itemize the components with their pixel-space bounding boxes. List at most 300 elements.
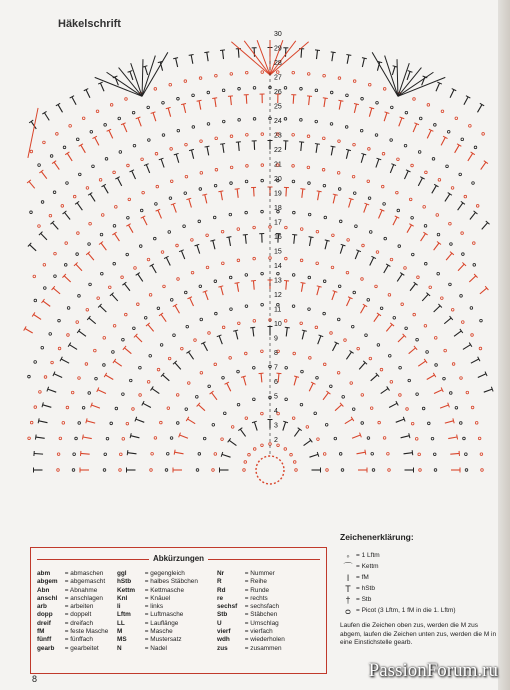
chain-stitch: [230, 182, 233, 185]
chain-stitch: [383, 203, 386, 206]
chain-stitch: [406, 408, 409, 411]
chain-stitch: [438, 179, 441, 182]
chain-stitch: [300, 403, 303, 406]
stitch-bar: [82, 435, 83, 440]
chain-stitch: [261, 272, 264, 275]
stitch-mark: [104, 186, 109, 194]
chain-stitch: [408, 379, 411, 382]
abbreviation-row: [37, 587, 117, 595]
chain-stitch: [148, 139, 151, 142]
stitch-mark: [53, 288, 60, 294]
chain-stitch: [419, 117, 422, 120]
stitch-bar: [186, 350, 190, 353]
chain-stitch: [206, 234, 209, 237]
chain-stitch: [253, 320, 256, 323]
chain-stitch: [222, 89, 225, 92]
chain-stitch: [316, 376, 319, 379]
chain-stitch: [377, 344, 380, 347]
chain-stitch: [86, 187, 89, 190]
chain-stitch: [326, 469, 329, 472]
chain-stitch: [388, 354, 391, 357]
chain-stitch: [38, 164, 41, 167]
stitch-mark: [124, 284, 130, 291]
abbreviation-meaning: = abgemascht: [63, 578, 106, 586]
chain-stitch: [444, 349, 447, 352]
chain-stitch: [169, 197, 172, 200]
stitch-bar: [166, 107, 171, 108]
page-title: Häkelschrift: [58, 18, 121, 30]
chain-stitch: [115, 407, 118, 410]
abbreviation-row: [37, 645, 117, 653]
chain-stitch: [53, 191, 56, 194]
chain-stitch: [330, 123, 333, 126]
stitch-mark: [205, 195, 207, 204]
chain-stitch: [72, 469, 75, 472]
stitch-mark: [301, 49, 302, 58]
chain-stitch: [222, 120, 225, 123]
chain-stitch: [353, 192, 356, 195]
chain-stitch: [155, 152, 158, 155]
stitch-bar: [174, 153, 179, 154]
stitch-mark: [302, 189, 303, 198]
abbreviation-meaning: = Mustersatz: [143, 636, 182, 644]
chain-stitch: [391, 106, 394, 109]
chain-stitch: [339, 220, 342, 223]
chain-stitch: [76, 321, 79, 324]
abbreviation-row: [217, 620, 320, 628]
chain-stitch: [167, 407, 170, 410]
chain-stitch: [192, 126, 195, 129]
chain-stitch: [192, 94, 195, 97]
abbreviation-meaning: = rechts: [243, 594, 268, 602]
stitch-mark: [161, 314, 166, 321]
stitch-mark: [434, 243, 439, 250]
abbreviation-key: MS: [117, 636, 127, 644]
stitch-mark: [254, 422, 257, 431]
chain-stitch: [147, 106, 150, 109]
chain-stitch: [78, 377, 81, 380]
stitch-mark: [205, 291, 208, 299]
stitch-mark: [390, 165, 393, 173]
abbreviation-meaning: = fünffach: [63, 636, 93, 644]
stitch-bar: [241, 376, 246, 377]
chain-stitch: [66, 406, 69, 409]
legend-row: [340, 594, 500, 605]
chain-stitch: [261, 133, 264, 136]
stitch-mark: [253, 328, 254, 337]
stitch-mark: [114, 234, 119, 242]
stitch-mark: [138, 118, 141, 126]
chain-stitch: [199, 285, 202, 288]
chain-stitch: [308, 213, 311, 216]
stitch-mark: [333, 343, 337, 351]
stitch-mark: [148, 324, 154, 331]
abbreviation-row: [37, 570, 117, 578]
chain-stitch: [58, 347, 61, 350]
chain-stitch: [480, 453, 483, 456]
chain-stitch: [113, 262, 116, 265]
chain-stitch: [137, 303, 140, 306]
abbreviation-row: [117, 620, 217, 628]
row-number: 30: [274, 31, 282, 38]
abbreviation-key: zus: [217, 644, 228, 652]
chain-stitch: [244, 352, 247, 355]
stitch-bar: [174, 450, 175, 455]
abbreviation-meaning: = doppelt: [63, 611, 92, 619]
stitch-mark: [354, 104, 356, 113]
stitch-mark: [371, 375, 378, 381]
chain-stitch: [369, 357, 372, 360]
chain-stitch: [337, 371, 340, 374]
chain-stitch: [338, 77, 341, 80]
chain-stitch: [110, 422, 113, 425]
legend-row: [340, 583, 500, 594]
abbreviations-column-2: [117, 570, 217, 653]
chain-stitch: [455, 117, 458, 120]
chain-stitch: [115, 206, 118, 209]
chain-stitch: [346, 94, 349, 97]
stitch-mark: [161, 159, 164, 167]
abbreviation-row: [117, 595, 217, 603]
stitch-mark: [422, 294, 428, 301]
stitch-mark: [253, 281, 254, 290]
chain-stitch: [129, 379, 132, 382]
stitch-mark: [384, 265, 389, 273]
chain-stitch: [293, 211, 296, 214]
chain-stitch: [390, 381, 393, 384]
chain-stitch: [284, 118, 287, 121]
stitch-mark: [25, 329, 33, 334]
stitch-mark: [294, 377, 296, 386]
chain-stitch: [85, 363, 88, 366]
chain-stitch: [469, 125, 472, 128]
chain-stitch: [181, 347, 184, 350]
chain-stitch: [330, 385, 333, 388]
chain-stitch: [341, 469, 344, 472]
stitch-mark: [243, 377, 245, 386]
chain-stitch: [76, 138, 79, 141]
chain-stitch: [237, 370, 240, 373]
row-number: 23: [274, 132, 282, 140]
chain-stitch: [441, 110, 444, 113]
stitch-mark: [331, 147, 333, 156]
chain-stitch: [464, 195, 467, 198]
chain-stitch: [214, 453, 217, 456]
stitch-mark: [323, 393, 328, 400]
chain-stitch: [466, 391, 469, 394]
chain-stitch: [230, 135, 233, 138]
chain-stitch: [309, 357, 312, 360]
chain-stitch: [253, 87, 256, 90]
stitch-bar: [235, 189, 240, 190]
stitch-mark: [184, 104, 186, 113]
abbreviation-key: M: [117, 628, 123, 636]
chain-stitch: [482, 133, 485, 136]
stitch-mark: [355, 251, 358, 259]
abbreviation-meaning: = sechsfach: [243, 603, 280, 611]
stitch-mark: [283, 422, 286, 431]
stitch-mark: [349, 199, 352, 208]
abbreviation-key: Abn: [37, 586, 50, 594]
stitch-bar: [212, 98, 217, 99]
chain-stitch: [338, 188, 341, 191]
stitch-bar: [181, 103, 186, 104]
legend-text: = Picot (3 Lftm, 1 fM in die 1. Lftm): [356, 607, 456, 614]
stitch-mark: [309, 96, 310, 105]
stitch-bar: [331, 146, 336, 147]
abbreviation-key: Kettm: [117, 586, 136, 594]
stitch-mark: [219, 336, 222, 344]
stitch-bar: [338, 100, 343, 101]
chain-stitch: [126, 253, 129, 256]
abbreviation-row: [117, 628, 217, 636]
chain-stitch: [151, 452, 154, 455]
chain-stitch: [82, 117, 85, 120]
row-number: 16: [274, 234, 282, 241]
stitch-mark: [81, 145, 86, 153]
stitch-mark: [407, 225, 412, 233]
chain-stitch: [293, 352, 296, 355]
chain-stitch: [277, 272, 280, 275]
chain-stitch: [92, 165, 95, 168]
stitch-mark: [237, 189, 238, 198]
chain-stitch: [133, 144, 136, 147]
chain-stitch: [244, 461, 247, 464]
stitch-mark: [79, 331, 86, 336]
chain-stitch: [176, 244, 179, 247]
chain-stitch: [207, 123, 210, 126]
chain-stitch: [261, 210, 264, 213]
chain-stitch: [342, 396, 345, 399]
chain-stitch: [367, 437, 370, 440]
stitch-mark: [376, 159, 379, 167]
chain-stitch: [50, 155, 53, 158]
chain-stitch: [56, 133, 59, 136]
stitch-mark: [64, 212, 70, 219]
chain-stitch: [411, 422, 414, 425]
stitch-bar: [354, 103, 359, 104]
chain-stitch: [361, 97, 364, 100]
stitch-mark: [440, 405, 448, 408]
chain-stitch: [206, 266, 209, 269]
chain-stitch: [380, 307, 383, 310]
chain-stitch: [200, 371, 203, 374]
chain-stitch: [292, 305, 295, 308]
chain-stitch: [160, 344, 163, 347]
row-number: 29: [274, 45, 282, 53]
chain-stitch: [397, 209, 400, 212]
chain-stitch: [424, 262, 427, 265]
stitch-mark: [237, 283, 239, 292]
chain-stitch: [360, 129, 363, 132]
chain-stitch: [34, 299, 37, 302]
chain-stitch: [418, 151, 421, 154]
chain-stitch: [436, 214, 439, 217]
chain-stitch: [221, 438, 224, 441]
chain-stitch: [384, 237, 387, 240]
stitch-bar: [412, 450, 413, 455]
chain-stitch: [411, 216, 414, 219]
stitch-mark: [393, 217, 397, 225]
stitch-mark: [418, 361, 425, 366]
stitch-bar: [250, 327, 255, 328]
stitch-bar: [186, 198, 191, 199]
chain-stitch: [238, 322, 241, 325]
stitch-mark: [223, 50, 224, 59]
chain-stitch: [30, 421, 33, 424]
stitch-mark: [227, 383, 231, 391]
chain-stitch: [409, 198, 412, 201]
stitch-mark: [324, 98, 325, 107]
chain-stitch: [125, 98, 128, 101]
stitch-bar: [317, 191, 322, 192]
chain-stitch: [253, 118, 256, 121]
abbreviation-row: [217, 603, 320, 611]
chain-stitch: [64, 264, 67, 267]
stitch-mark: [446, 253, 452, 260]
chain-stitch: [426, 351, 429, 354]
chain-stitch: [133, 327, 136, 330]
stitch-mark: [418, 178, 422, 186]
chain-stitch: [103, 364, 106, 367]
chain-stitch: [471, 406, 474, 409]
chain-stitch: [441, 297, 444, 300]
row-number: 13: [274, 277, 282, 285]
stitch-bar: [307, 96, 312, 97]
chain-stitch: [214, 280, 217, 283]
stitch-bar: [325, 240, 330, 241]
chain-stitch: [361, 278, 364, 281]
chain-stitch: [376, 101, 379, 104]
stitch-mark: [222, 454, 231, 457]
chain-stitch: [163, 285, 166, 288]
abbreviation-row: [217, 578, 320, 586]
chain-stitch: [229, 276, 232, 279]
chain-stitch: [324, 216, 327, 219]
abbreviation-row: [217, 595, 320, 603]
chain-stitch: [368, 83, 371, 86]
chain-stitch: [404, 267, 407, 270]
symbol-legend: [340, 532, 500, 648]
chain-stitch: [284, 448, 287, 451]
abbreviation-key: dreif: [37, 619, 51, 627]
chain-stitch: [308, 182, 311, 185]
chain-stitch: [96, 110, 99, 113]
chain-stitch: [367, 299, 370, 302]
stitch-mark: [207, 52, 208, 61]
row-number: 17: [274, 219, 282, 227]
stitch-mark: [301, 142, 302, 151]
chain-stitch: [372, 469, 375, 472]
abbreviation-key: N: [117, 644, 122, 652]
stitch-mark: [86, 90, 90, 98]
stitch-mark: [136, 419, 144, 422]
chain-stitch: [120, 453, 123, 456]
chain-stitch: [422, 407, 425, 410]
chain-stitch: [134, 267, 137, 270]
stitch-mark: [176, 154, 179, 163]
chain-stitch: [41, 201, 44, 204]
stitch-mark: [238, 142, 239, 151]
chain-stitch: [277, 444, 280, 447]
chain-stitch: [184, 192, 187, 195]
chain-stitch: [390, 139, 393, 142]
chain-stitch: [207, 91, 210, 94]
chain-stitch: [73, 453, 76, 456]
chain-stitch: [89, 222, 92, 225]
chain-stitch: [110, 104, 113, 107]
stitch-mark: [361, 305, 366, 313]
chain-stitch: [355, 225, 358, 228]
stitch-bar: [228, 96, 233, 97]
chain-stitch: [245, 274, 248, 277]
chain-stitch: [253, 257, 256, 260]
abbreviation-key: li: [117, 603, 121, 611]
chain-stitch: [399, 394, 402, 397]
stitch-mark: [401, 436, 410, 438]
stitch-bar: [38, 418, 39, 423]
chain-stitch: [434, 337, 437, 340]
stitch-mark: [34, 314, 42, 319]
abbreviation-row: [117, 645, 217, 653]
chain-stitch: [142, 191, 145, 194]
watermark-logo: PassionForum.ru: [368, 660, 498, 681]
chain-stitch: [67, 307, 70, 310]
chain-stitch: [166, 453, 169, 456]
stitch-bar: [393, 66, 398, 67]
chain-stitch: [144, 316, 147, 319]
chain-stitch: [472, 182, 475, 185]
stitch-bar: [365, 450, 366, 455]
chain-stitch: [77, 232, 80, 235]
chain-stitch: [479, 347, 482, 350]
abbreviation-key: re: [217, 594, 224, 602]
chain-stitch: [161, 251, 164, 254]
stitch-mark: [404, 171, 408, 179]
chain-stitch: [173, 334, 176, 337]
chain-stitch: [170, 148, 173, 151]
chain-stitch: [200, 140, 203, 143]
chain-stitch: [165, 469, 168, 472]
abbreviation-row: [117, 578, 217, 586]
chain-stitch: [261, 303, 264, 306]
stitch-mark: [207, 147, 209, 156]
stitch-mark: [396, 419, 404, 422]
stitch-mark: [318, 191, 320, 200]
chain-stitch: [34, 406, 37, 409]
stitch-mark: [325, 241, 327, 250]
stitch-symbol-icon: ǀ: [346, 572, 350, 583]
fan-stitch: [244, 41, 270, 75]
stitch-mark: [81, 453, 90, 454]
chain-stitch: [126, 422, 129, 425]
chain-stitch: [292, 133, 295, 136]
stitch-mark: [188, 419, 196, 424]
stitch-mark: [238, 49, 239, 58]
chain-stitch: [376, 251, 379, 254]
abbreviation-row: [37, 603, 117, 611]
stitch-mark: [136, 336, 142, 342]
legend-text: = Kettm: [356, 563, 379, 570]
chain-stitch: [314, 412, 317, 415]
chain-stitch: [245, 417, 248, 420]
row-number: 24: [274, 118, 282, 125]
chain-stitch: [245, 211, 248, 214]
stitch-mark: [48, 389, 56, 392]
stitch-mark: [166, 257, 170, 265]
chain-stitch: [322, 168, 325, 171]
row-number: 19: [274, 190, 282, 198]
